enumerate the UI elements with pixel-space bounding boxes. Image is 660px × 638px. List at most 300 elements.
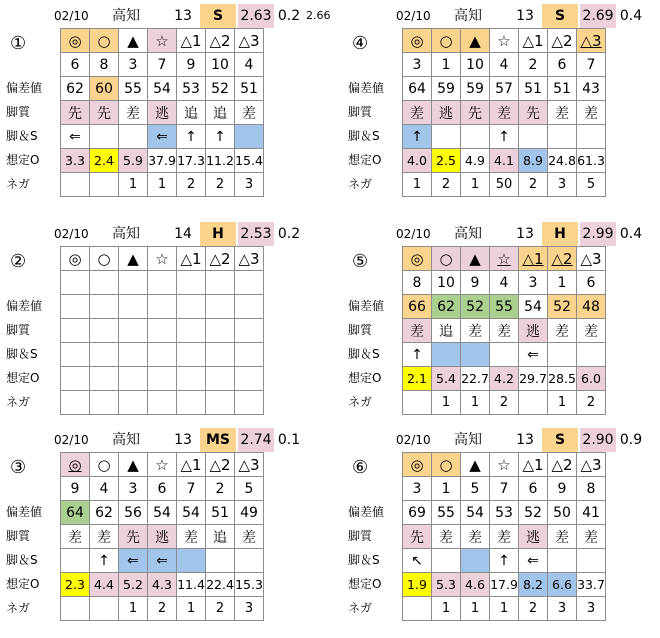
grid-cell: ⇐ bbox=[119, 549, 148, 573]
grid-cell: 1 bbox=[490, 597, 519, 621]
mark-row bbox=[61, 453, 264, 477]
running-style-row bbox=[61, 525, 264, 549]
grid-cell bbox=[119, 125, 148, 149]
row-label: 脚＆S bbox=[348, 347, 380, 361]
race-panel bbox=[4, 222, 314, 432]
grid-cell: ▲ bbox=[461, 453, 490, 477]
grid-cell: ☆ bbox=[490, 453, 519, 477]
grid-cell: 6 bbox=[61, 53, 90, 77]
grid-cell: ↖ bbox=[403, 549, 432, 573]
grid-cell: 43 bbox=[577, 77, 606, 101]
grid-cell bbox=[177, 367, 206, 391]
grid-cell bbox=[432, 125, 461, 149]
grid-cell: ↑ bbox=[90, 549, 119, 573]
grid-cell bbox=[119, 271, 148, 295]
grid-cell: △1 bbox=[177, 453, 206, 477]
grid-cell: 2 bbox=[519, 597, 548, 621]
grid-cell: 差 bbox=[177, 525, 206, 549]
venue-name: 高知 bbox=[454, 8, 482, 24]
grid-cell bbox=[61, 367, 90, 391]
grid-cell: 28.5 bbox=[548, 367, 577, 391]
grid-cell: 3 bbox=[577, 597, 606, 621]
grid-cell: 4.6 bbox=[461, 573, 490, 597]
grid-cell: 2.3 bbox=[61, 573, 90, 597]
grid-cell: 62 bbox=[90, 501, 119, 525]
row-label: 脚質 bbox=[348, 323, 373, 337]
grid-cell bbox=[148, 271, 177, 295]
row-label: ネガ bbox=[6, 601, 31, 615]
grid-cell: △3 bbox=[235, 247, 264, 271]
horse-number-row bbox=[403, 271, 606, 295]
grid-cell bbox=[148, 391, 177, 415]
grid-cell: 17.9 bbox=[490, 573, 519, 597]
grid-cell: 41 bbox=[577, 501, 606, 525]
grid-cell bbox=[432, 343, 461, 367]
grid-cell: 52 bbox=[548, 295, 577, 319]
grid-cell: 逃 bbox=[432, 101, 461, 125]
grid-cell bbox=[403, 391, 432, 415]
index-diff: 0.9 bbox=[619, 432, 643, 448]
grid-cell: 差 bbox=[119, 101, 148, 125]
arrow-row bbox=[403, 125, 606, 149]
grid-cell: 9 bbox=[177, 53, 206, 77]
grid-cell: 2 bbox=[519, 53, 548, 77]
race-grid bbox=[60, 246, 264, 415]
grid-cell: 先 bbox=[90, 101, 119, 125]
grid-cell bbox=[519, 391, 548, 415]
grid-cell bbox=[235, 271, 264, 295]
row-label: 想定O bbox=[6, 577, 40, 591]
grid-cell: 11.2 bbox=[206, 149, 235, 173]
grid-cell bbox=[90, 391, 119, 415]
grid-cell: ◎ bbox=[61, 453, 90, 477]
grid-cell bbox=[61, 319, 90, 343]
grid-cell: 6 bbox=[148, 477, 177, 501]
grid-cell: △2 bbox=[548, 247, 577, 271]
grid-cell bbox=[403, 597, 432, 621]
grid-cell: 54 bbox=[519, 295, 548, 319]
grid-cell: ☆ bbox=[148, 453, 177, 477]
grid-cell bbox=[119, 343, 148, 367]
grid-cell: △2 bbox=[206, 247, 235, 271]
grid-cell: 1 bbox=[432, 53, 461, 77]
race-index-value: 2.90 bbox=[580, 428, 616, 452]
grid-cell: 4.2 bbox=[490, 367, 519, 391]
row-label: 偏差値 bbox=[6, 505, 43, 519]
grid-cell: △1 bbox=[177, 29, 206, 53]
grid-cell: ○ bbox=[432, 247, 461, 271]
grid-cell: 52 bbox=[519, 501, 548, 525]
row-label: 脚質 bbox=[348, 529, 373, 543]
grid-cell: ↑ bbox=[490, 549, 519, 573]
grid-cell: 1 bbox=[461, 391, 490, 415]
grid-cell bbox=[206, 391, 235, 415]
grid-cell: 51 bbox=[206, 501, 235, 525]
horse-number-row bbox=[403, 477, 606, 501]
grid-cell: 3.3 bbox=[61, 149, 90, 173]
grid-cell: 1 bbox=[461, 173, 490, 197]
extra-value bbox=[306, 428, 336, 452]
grid-cell: 差 bbox=[548, 525, 577, 549]
grid-cell: 2 bbox=[177, 173, 206, 197]
grid-cell: 先 bbox=[61, 101, 90, 125]
index-diff: 0.4 bbox=[619, 8, 643, 24]
grid-cell: ▲ bbox=[119, 247, 148, 271]
grid-cell: ◎ bbox=[61, 247, 90, 271]
row-label: ネガ bbox=[348, 177, 373, 191]
grid-cell bbox=[148, 367, 177, 391]
grid-cell: 54 bbox=[148, 77, 177, 101]
grid-cell: △2 bbox=[548, 453, 577, 477]
grid-cell: 4.3 bbox=[148, 573, 177, 597]
grid-cell: 55 bbox=[119, 77, 148, 101]
grid-cell: 差 bbox=[490, 525, 519, 549]
grid-cell: 7 bbox=[177, 477, 206, 501]
grid-cell: 差 bbox=[403, 101, 432, 125]
grid-cell: ○ bbox=[90, 247, 119, 271]
expected-odds-row bbox=[61, 149, 264, 173]
race-index-value: 2.74 bbox=[238, 428, 274, 452]
grid-cell: 1 bbox=[548, 271, 577, 295]
grid-cell bbox=[61, 343, 90, 367]
grid-cell: 3 bbox=[235, 597, 264, 621]
grid-cell: ○ bbox=[90, 29, 119, 53]
row-label: 偏差値 bbox=[6, 81, 43, 95]
grid-cell: 2.1 bbox=[403, 367, 432, 391]
grid-cell bbox=[461, 125, 490, 149]
expected-odds-row bbox=[403, 573, 606, 597]
row-label: 偏差値 bbox=[6, 299, 43, 313]
venue-name: 高知 bbox=[112, 432, 140, 448]
grid-cell bbox=[177, 319, 206, 343]
grid-cell: ▲ bbox=[461, 247, 490, 271]
grid-cell: △3 bbox=[577, 247, 606, 271]
grid-cell: ◎ bbox=[403, 453, 432, 477]
grid-cell bbox=[235, 391, 264, 415]
grid-cell bbox=[90, 367, 119, 391]
grid-cell: 8 bbox=[90, 53, 119, 77]
race-grid bbox=[402, 246, 606, 415]
grid-cell: 15.4 bbox=[235, 149, 264, 173]
runner-count: 13 bbox=[516, 226, 534, 242]
race-date: 02/10 bbox=[54, 227, 89, 241]
grid-cell bbox=[235, 549, 264, 573]
grid-cell: 差 bbox=[490, 319, 519, 343]
grid-cell: 3 bbox=[548, 173, 577, 197]
grid-cell: 6 bbox=[548, 53, 577, 77]
grid-cell: 3 bbox=[119, 53, 148, 77]
grid-cell: 2 bbox=[577, 391, 606, 415]
deviation-row bbox=[61, 501, 264, 525]
nega-row bbox=[403, 391, 606, 415]
grid-cell: 5 bbox=[461, 477, 490, 501]
grid-cell: 7 bbox=[490, 477, 519, 501]
grid-cell bbox=[490, 343, 519, 367]
grid-cell: ▲ bbox=[461, 29, 490, 53]
nega-row bbox=[61, 597, 264, 621]
running-style-row bbox=[403, 319, 606, 343]
grid-cell: 48 bbox=[577, 295, 606, 319]
grid-cell bbox=[177, 271, 206, 295]
grid-cell bbox=[577, 343, 606, 367]
grid-cell: △1 bbox=[519, 247, 548, 271]
grid-cell: 3 bbox=[235, 173, 264, 197]
venue-name: 高知 bbox=[454, 226, 482, 242]
grid-cell: 3 bbox=[548, 597, 577, 621]
row-label: 想定O bbox=[6, 371, 40, 385]
grid-cell: 4.1 bbox=[490, 149, 519, 173]
race-grade-badge: S bbox=[542, 428, 578, 452]
extra-value bbox=[648, 4, 660, 28]
row-label: 偏差値 bbox=[348, 81, 385, 95]
grid-cell: △3 bbox=[235, 29, 264, 53]
grid-cell bbox=[548, 125, 577, 149]
race-grade-badge: H bbox=[542, 222, 578, 246]
race-panel bbox=[346, 4, 656, 214]
running-style-row bbox=[61, 319, 264, 343]
grid-cell: ○ bbox=[432, 29, 461, 53]
grid-cell: ↑ bbox=[206, 125, 235, 149]
arrow-row bbox=[61, 125, 264, 149]
grid-cell bbox=[577, 549, 606, 573]
grid-cell bbox=[577, 125, 606, 149]
grid-cell: 差 bbox=[90, 525, 119, 549]
grid-cell: △2 bbox=[548, 29, 577, 53]
grid-cell: 66 bbox=[403, 295, 432, 319]
grid-cell bbox=[90, 295, 119, 319]
row-label: 想定O bbox=[348, 577, 382, 591]
grid-cell: 差 bbox=[577, 319, 606, 343]
grid-cell: 64 bbox=[61, 501, 90, 525]
race-date: 02/10 bbox=[54, 433, 89, 447]
grid-cell: 4.4 bbox=[90, 573, 119, 597]
nega-row bbox=[61, 173, 264, 197]
race-number: ⑤ bbox=[352, 251, 369, 272]
grid-cell: 6 bbox=[577, 271, 606, 295]
grid-cell: 54 bbox=[177, 501, 206, 525]
race-number: ⑥ bbox=[352, 457, 369, 478]
grid-cell: 逃 bbox=[148, 525, 177, 549]
grid-cell: 差 bbox=[548, 319, 577, 343]
runner-count: 13 bbox=[516, 432, 534, 448]
grid-cell bbox=[61, 597, 90, 621]
grid-cell: 33.7 bbox=[577, 573, 606, 597]
grid-cell bbox=[235, 295, 264, 319]
deviation-row bbox=[403, 295, 606, 319]
grid-cell: 2.5 bbox=[432, 149, 461, 173]
race-index-value: 2.69 bbox=[580, 4, 616, 28]
grid-cell: 差 bbox=[577, 101, 606, 125]
grid-cell: 5.3 bbox=[432, 573, 461, 597]
horse-number-row bbox=[61, 477, 264, 501]
running-style-row bbox=[61, 101, 264, 125]
grid-cell: ☆ bbox=[490, 29, 519, 53]
running-style-row bbox=[403, 101, 606, 125]
grid-cell: 差 bbox=[461, 319, 490, 343]
grid-cell bbox=[235, 125, 264, 149]
grid-cell: 56 bbox=[119, 501, 148, 525]
grid-cell bbox=[61, 295, 90, 319]
deviation-row bbox=[403, 77, 606, 101]
grid-cell: 1 bbox=[461, 597, 490, 621]
grid-cell bbox=[148, 319, 177, 343]
race-panel bbox=[4, 4, 331, 214]
grid-cell: 60 bbox=[90, 77, 119, 101]
mark-row bbox=[403, 29, 606, 53]
grid-cell: 6.0 bbox=[577, 367, 606, 391]
race-index-value: 2.63 bbox=[238, 4, 274, 28]
grid-cell bbox=[519, 125, 548, 149]
extra-value bbox=[648, 428, 660, 452]
grid-cell: ⇐ bbox=[61, 125, 90, 149]
row-label: 脚質 bbox=[6, 529, 31, 543]
grid-cell: 9 bbox=[548, 477, 577, 501]
grid-cell: 8.2 bbox=[519, 573, 548, 597]
grid-cell: ⇐ bbox=[148, 549, 177, 573]
row-label: 脚＆S bbox=[348, 129, 380, 143]
grid-cell: ☆ bbox=[148, 247, 177, 271]
grid-cell: 5 bbox=[235, 477, 264, 501]
grid-cell: 先 bbox=[403, 525, 432, 549]
grid-cell: 差 bbox=[235, 101, 264, 125]
extra-value: 2.66 bbox=[306, 9, 331, 22]
grid-cell: △3 bbox=[235, 453, 264, 477]
row-label: 脚質 bbox=[6, 323, 31, 337]
race-grade-badge: S bbox=[200, 4, 236, 28]
grid-cell bbox=[61, 391, 90, 415]
grid-cell: 8 bbox=[577, 477, 606, 501]
grid-cell: △1 bbox=[519, 29, 548, 53]
row-label: 脚＆S bbox=[6, 347, 38, 361]
grid-cell: 22.4 bbox=[206, 573, 235, 597]
grid-cell bbox=[61, 173, 90, 197]
race-panel bbox=[346, 428, 656, 638]
grid-cell: 37.9 bbox=[148, 149, 177, 173]
index-diff: 0.4 bbox=[619, 226, 643, 242]
grid-cell: 59 bbox=[432, 77, 461, 101]
grid-cell: 差 bbox=[490, 101, 519, 125]
grid-cell: ☆ bbox=[490, 247, 519, 271]
grid-cell: 逃 bbox=[148, 101, 177, 125]
grid-cell: 1 bbox=[432, 597, 461, 621]
arrow-row bbox=[403, 343, 606, 367]
grid-cell bbox=[548, 549, 577, 573]
grid-cell: 追 bbox=[206, 101, 235, 125]
grid-cell: 49 bbox=[235, 501, 264, 525]
grid-cell: 51 bbox=[519, 77, 548, 101]
row-label: ネガ bbox=[6, 395, 31, 409]
arrow-row bbox=[61, 343, 264, 367]
race-date: 02/10 bbox=[396, 9, 431, 23]
venue-name: 高知 bbox=[112, 8, 140, 24]
grid-cell: 9 bbox=[61, 477, 90, 501]
grid-cell: ↑ bbox=[403, 343, 432, 367]
grid-cell bbox=[177, 549, 206, 573]
grid-cell: 5.2 bbox=[119, 573, 148, 597]
running-style-row bbox=[403, 525, 606, 549]
mark-row bbox=[61, 29, 264, 53]
grid-cell: 52 bbox=[461, 295, 490, 319]
grid-cell: 2.4 bbox=[90, 149, 119, 173]
grid-cell: 差 bbox=[432, 525, 461, 549]
grid-cell: 53 bbox=[490, 501, 519, 525]
runner-count: 13 bbox=[174, 8, 192, 24]
grid-cell bbox=[90, 319, 119, 343]
arrow-row bbox=[61, 549, 264, 573]
race-number: ③ bbox=[10, 457, 27, 478]
grid-cell: 10 bbox=[461, 53, 490, 77]
race-date: 02/10 bbox=[396, 433, 431, 447]
grid-cell: 3 bbox=[403, 477, 432, 501]
grid-cell bbox=[235, 319, 264, 343]
grid-cell: ↑ bbox=[403, 125, 432, 149]
grid-cell: ☆ bbox=[148, 29, 177, 53]
row-label: 偏差値 bbox=[348, 505, 385, 519]
race-number: ① bbox=[10, 33, 27, 54]
grid-cell: 10 bbox=[432, 271, 461, 295]
venue-name: 高知 bbox=[112, 226, 140, 242]
grid-cell: 2 bbox=[490, 391, 519, 415]
grid-cell: ↑ bbox=[490, 125, 519, 149]
row-label: ネガ bbox=[348, 395, 373, 409]
grid-cell: 7 bbox=[577, 53, 606, 77]
extra-value bbox=[648, 222, 660, 246]
deviation-row bbox=[403, 501, 606, 525]
grid-cell: ○ bbox=[90, 453, 119, 477]
grid-cell bbox=[461, 549, 490, 573]
grid-cell: 5 bbox=[577, 173, 606, 197]
mark-row bbox=[403, 453, 606, 477]
grid-cell bbox=[206, 295, 235, 319]
grid-cell: 2 bbox=[206, 477, 235, 501]
grid-cell: 2 bbox=[206, 173, 235, 197]
grid-cell: 1 bbox=[548, 391, 577, 415]
index-diff: 0.2 bbox=[277, 226, 301, 242]
grid-cell: 2 bbox=[148, 597, 177, 621]
race-panel bbox=[4, 428, 314, 638]
grid-cell bbox=[548, 343, 577, 367]
grid-cell bbox=[90, 597, 119, 621]
grid-cell: 6 bbox=[519, 477, 548, 501]
grid-cell: 54 bbox=[461, 501, 490, 525]
race-grade-badge: H bbox=[200, 222, 236, 246]
grid-cell: ↑ bbox=[177, 125, 206, 149]
mark-row bbox=[61, 247, 264, 271]
grid-cell: ⇐ bbox=[519, 549, 548, 573]
grid-cell: 9 bbox=[461, 271, 490, 295]
grid-cell: 69 bbox=[403, 501, 432, 525]
venue-name: 高知 bbox=[454, 432, 482, 448]
index-diff: 0.2 bbox=[277, 8, 301, 24]
grid-cell: 52 bbox=[206, 77, 235, 101]
grid-cell: 1 bbox=[119, 173, 148, 197]
grid-cell bbox=[206, 271, 235, 295]
grid-cell: 51 bbox=[548, 77, 577, 101]
row-label: 脚質 bbox=[348, 105, 373, 119]
grid-cell: 22.7 bbox=[461, 367, 490, 391]
grid-cell: 2 bbox=[432, 173, 461, 197]
grid-cell: 62 bbox=[61, 77, 90, 101]
grid-cell bbox=[90, 173, 119, 197]
grid-cell: 1 bbox=[177, 597, 206, 621]
grid-cell: △1 bbox=[519, 453, 548, 477]
grid-cell: 4 bbox=[490, 271, 519, 295]
index-diff: 0.1 bbox=[277, 432, 301, 448]
arrow-row bbox=[403, 549, 606, 573]
grid-cell: 2 bbox=[206, 597, 235, 621]
grid-cell: 59 bbox=[461, 77, 490, 101]
grid-cell: ◎ bbox=[403, 29, 432, 53]
